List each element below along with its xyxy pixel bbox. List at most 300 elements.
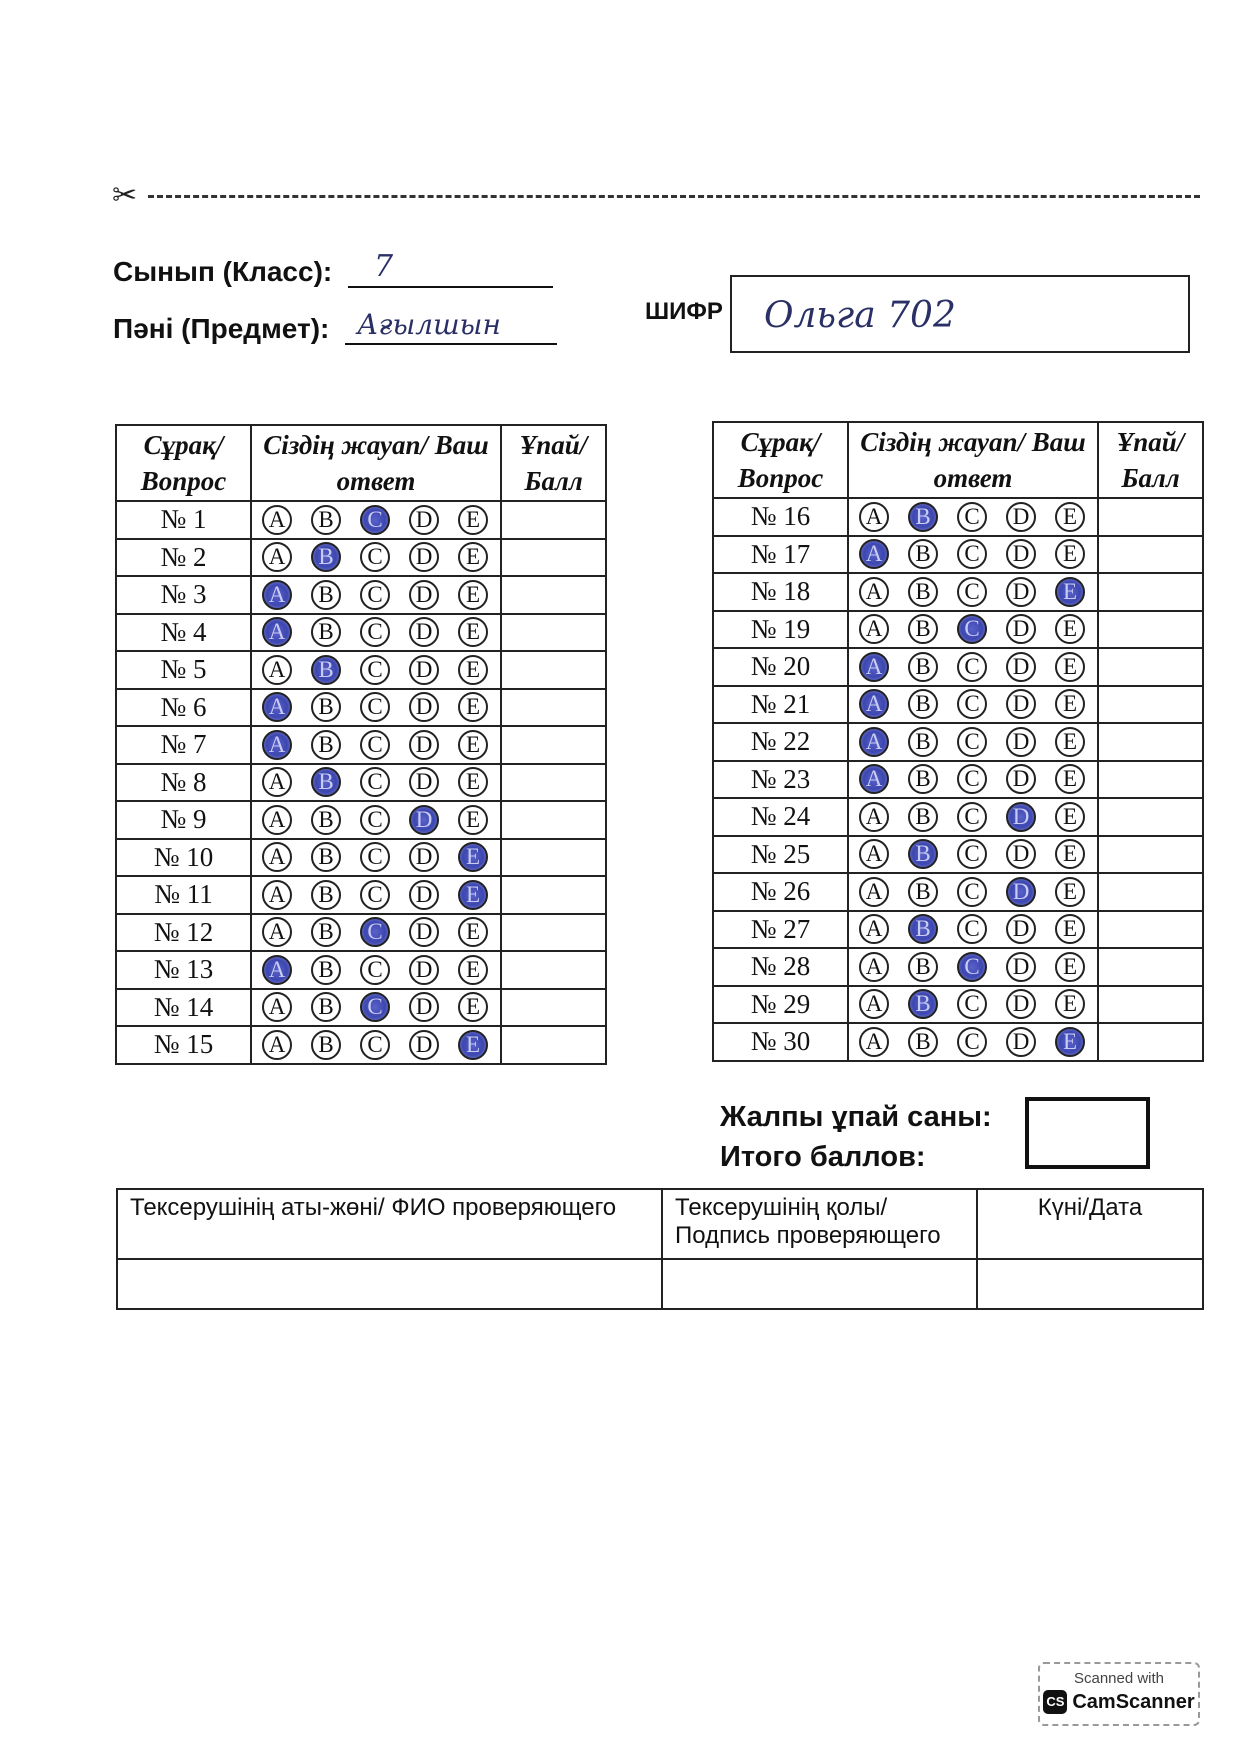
question-number: № 29 — [713, 986, 848, 1024]
answer-bubble-d[interactable]: D — [1006, 877, 1036, 907]
answer-bubble-b[interactable]: B — [908, 614, 938, 644]
answer-bubble-a[interactable]: A — [859, 839, 889, 869]
answer-bubble-a[interactable]: A — [262, 955, 292, 985]
answer-options — [848, 873, 1098, 911]
question-row — [116, 1026, 606, 1064]
question-row — [116, 651, 606, 689]
answer-bubble-a[interactable]: A — [262, 617, 292, 647]
score-cell[interactable] — [501, 689, 606, 727]
answer-bubble-a[interactable]: A — [859, 727, 889, 757]
question-header: Сұрақ/ Вопрос — [116, 425, 251, 501]
answer-bubble-d[interactable]: D — [409, 580, 439, 610]
score-cell[interactable] — [501, 989, 606, 1027]
answer-bubble-a[interactable]: A — [859, 577, 889, 607]
score-cell[interactable] — [501, 801, 606, 839]
answer-options — [848, 498, 1098, 536]
answer-bubble-a[interactable]: A — [262, 542, 292, 572]
answer-options — [251, 876, 501, 914]
answer-table-left — [115, 424, 607, 1065]
question-row — [713, 686, 1203, 724]
answer-options — [251, 801, 501, 839]
answer-bubble-d[interactable]: D — [409, 805, 439, 835]
answer-bubble-d[interactable]: D — [1006, 802, 1036, 832]
answer-bubble-d[interactable]: D — [409, 542, 439, 572]
answer-bubble-d[interactable]: D — [1006, 989, 1036, 1019]
score-cell[interactable] — [1098, 498, 1203, 536]
score-cell[interactable] — [1098, 761, 1203, 799]
question-number: № 26 — [713, 873, 848, 911]
answer-bubble-c[interactable]: C — [957, 689, 987, 719]
score-cell[interactable] — [1098, 836, 1203, 874]
answer-bubble-a[interactable]: A — [859, 877, 889, 907]
answer-bubble-d[interactable]: D — [409, 767, 439, 797]
answer-bubble-a[interactable]: A — [859, 802, 889, 832]
answer-bubble-a[interactable]: A — [859, 952, 889, 982]
answer-bubble-c[interactable]: C — [360, 767, 390, 797]
total-score-label — [720, 1097, 992, 1177]
answer-bubble-b[interactable]: B — [908, 952, 938, 982]
answer-bubble-d[interactable]: D — [1006, 1027, 1036, 1057]
reviewer-name-cell[interactable] — [117, 1259, 662, 1309]
answer-bubble-b[interactable]: B — [908, 877, 938, 907]
answer-options — [848, 648, 1098, 686]
answer-bubble-e[interactable]: E — [1055, 539, 1085, 569]
answer-bubble-b[interactable]: B — [908, 577, 938, 607]
total-label-ru: Итого баллов: — [720, 1141, 926, 1173]
answer-bubble-c[interactable]: C — [957, 989, 987, 1019]
answer-bubble-e[interactable]: E — [1055, 1027, 1085, 1057]
answer-bubble-b[interactable]: B — [311, 880, 341, 910]
answer-bubble-b[interactable]: B — [908, 764, 938, 794]
answer-bubble-e[interactable]: E — [1055, 952, 1085, 982]
question-row — [713, 911, 1203, 949]
answer-options — [848, 836, 1098, 874]
score-cell[interactable] — [501, 764, 606, 802]
answer-bubble-d[interactable]: D — [1006, 502, 1036, 532]
answer-options — [251, 764, 501, 802]
question-row — [713, 573, 1203, 611]
answer-bubble-c[interactable]: C — [360, 542, 390, 572]
question-number: № 23 — [713, 761, 848, 799]
answer-bubble-e[interactable]: E — [458, 542, 488, 572]
answer-bubble-e[interactable]: E — [458, 1030, 488, 1060]
score-cell[interactable] — [501, 726, 606, 764]
question-row — [116, 689, 606, 727]
score-cell[interactable] — [501, 839, 606, 877]
answer-bubble-c[interactable]: C — [957, 727, 987, 757]
answer-bubble-e[interactable]: E — [458, 730, 488, 760]
question-number: № 11 — [116, 876, 251, 914]
answer-bubble-b[interactable]: B — [311, 692, 341, 722]
answer-bubble-a[interactable]: A — [859, 502, 889, 532]
answer-bubble-b[interactable]: B — [908, 802, 938, 832]
answer-bubble-a[interactable]: A — [859, 989, 889, 1019]
date-header: Күні/Дата — [977, 1189, 1203, 1259]
score-cell[interactable] — [501, 576, 606, 614]
question-row — [116, 951, 606, 989]
answer-bubble-d[interactable]: D — [409, 692, 439, 722]
answer-bubble-d[interactable]: D — [409, 955, 439, 985]
question-row — [116, 501, 606, 539]
answer-bubble-b[interactable]: B — [311, 542, 341, 572]
question-number: № 17 — [713, 536, 848, 574]
question-row — [713, 986, 1203, 1024]
score-cell[interactable] — [501, 539, 606, 577]
answer-bubble-b[interactable]: B — [908, 839, 938, 869]
question-row — [713, 611, 1203, 649]
question-number: № 18 — [713, 573, 848, 611]
question-number: № 21 — [713, 686, 848, 724]
answer-header: Сіздің жауап/ Ваш ответ — [251, 425, 501, 501]
answer-options — [848, 911, 1098, 949]
answer-bubble-d[interactable]: D — [1006, 727, 1036, 757]
answer-bubble-b[interactable]: B — [908, 727, 938, 757]
score-cell[interactable] — [1098, 1023, 1203, 1061]
question-number: № 3 — [116, 576, 251, 614]
question-number: № 9 — [116, 801, 251, 839]
question-row — [713, 723, 1203, 761]
answer-bubble-e[interactable]: E — [458, 842, 488, 872]
answer-bubble-a[interactable]: A — [262, 655, 292, 685]
question-row — [713, 948, 1203, 986]
answer-bubble-c[interactable]: C — [957, 914, 987, 944]
answer-bubble-a[interactable]: A — [859, 689, 889, 719]
answer-bubble-b[interactable]: B — [908, 989, 938, 1019]
answer-options — [848, 536, 1098, 574]
question-number: № 4 — [116, 614, 251, 652]
question-number: № 6 — [116, 689, 251, 727]
answer-bubble-c[interactable]: C — [957, 577, 987, 607]
cipher-value: Ольга 702 — [764, 295, 956, 336]
answer-bubble-b[interactable]: B — [908, 1027, 938, 1057]
answer-bubble-b[interactable]: B — [311, 505, 341, 535]
answer-bubble-a[interactable]: A — [859, 914, 889, 944]
answer-bubble-e[interactable]: E — [458, 767, 488, 797]
answer-bubble-c[interactable]: C — [360, 805, 390, 835]
camscanner-name: CamScanner — [1072, 1690, 1195, 1713]
answer-bubble-c[interactable]: C — [360, 655, 390, 685]
date-cell[interactable] — [977, 1259, 1203, 1309]
score-cell[interactable] — [501, 914, 606, 952]
answer-bubble-e[interactable]: E — [1055, 764, 1085, 794]
class-row — [113, 249, 553, 288]
question-row — [713, 648, 1203, 686]
answer-options — [251, 839, 501, 877]
answer-options — [251, 651, 501, 689]
question-number: № 20 — [713, 648, 848, 686]
answer-bubble-b[interactable]: B — [311, 917, 341, 947]
answer-bubble-d[interactable]: D — [409, 1030, 439, 1060]
answer-bubble-e[interactable]: E — [458, 955, 488, 985]
class-field[interactable] — [348, 249, 553, 288]
score-cell[interactable] — [1098, 686, 1203, 724]
question-row — [116, 726, 606, 764]
total-label-kz: Жалпы ұпай саны: — [720, 1101, 992, 1133]
scissors-icon: ✂ — [112, 179, 138, 212]
camscanner-watermark — [1038, 1662, 1200, 1726]
score-cell[interactable] — [1098, 573, 1203, 611]
answer-bubble-b[interactable]: B — [908, 652, 938, 682]
answer-bubble-a[interactable]: A — [859, 764, 889, 794]
answer-bubble-c[interactable]: C — [360, 842, 390, 872]
answer-bubble-b[interactable]: B — [908, 914, 938, 944]
answer-options — [251, 539, 501, 577]
answer-bubble-b[interactable]: B — [311, 955, 341, 985]
answer-bubble-c[interactable]: C — [360, 617, 390, 647]
answer-options — [251, 951, 501, 989]
answer-bubble-d[interactable]: D — [1006, 577, 1036, 607]
question-number: № 22 — [713, 723, 848, 761]
question-number: № 7 — [116, 726, 251, 764]
question-row — [116, 801, 606, 839]
answer-bubble-d[interactable]: D — [409, 655, 439, 685]
answer-bubble-b[interactable]: B — [311, 842, 341, 872]
answer-bubble-c[interactable]: C — [957, 952, 987, 982]
answer-bubble-d[interactable]: D — [1006, 614, 1036, 644]
question-number: № 28 — [713, 948, 848, 986]
reviewer-signature-cell[interactable] — [662, 1259, 977, 1309]
answer-bubble-d[interactable]: D — [409, 917, 439, 947]
answer-options — [251, 576, 501, 614]
answer-bubble-d[interactable]: D — [1006, 539, 1036, 569]
question-row — [116, 876, 606, 914]
answer-bubble-b[interactable]: B — [311, 730, 341, 760]
question-row — [713, 1023, 1203, 1061]
question-number: № 1 — [116, 501, 251, 539]
score-cell[interactable] — [1098, 648, 1203, 686]
answer-table-right — [712, 421, 1204, 1062]
cipher-field[interactable] — [730, 275, 1190, 353]
question-row — [713, 536, 1203, 574]
question-number: № 14 — [116, 989, 251, 1027]
score-cell[interactable] — [1098, 536, 1203, 574]
question-number: № 30 — [713, 1023, 848, 1061]
question-row — [713, 873, 1203, 911]
answer-bubble-e[interactable]: E — [1055, 877, 1085, 907]
question-row — [116, 839, 606, 877]
score-cell[interactable] — [1098, 873, 1203, 911]
answer-bubble-a[interactable]: A — [262, 917, 292, 947]
answer-bubble-a[interactable]: A — [859, 614, 889, 644]
answer-bubble-d[interactable]: D — [409, 992, 439, 1022]
answer-bubble-c[interactable]: C — [957, 539, 987, 569]
answer-bubble-e[interactable]: E — [458, 692, 488, 722]
question-number: № 12 — [116, 914, 251, 952]
answer-bubble-a[interactable]: A — [262, 580, 292, 610]
question-number: № 13 — [116, 951, 251, 989]
answer-options — [848, 761, 1098, 799]
answer-bubble-c[interactable]: C — [360, 692, 390, 722]
question-number: № 2 — [116, 539, 251, 577]
answer-bubble-d[interactable]: D — [409, 730, 439, 760]
answer-bubble-c[interactable]: C — [957, 802, 987, 832]
question-number: № 25 — [713, 836, 848, 874]
answer-bubble-e[interactable]: E — [458, 805, 488, 835]
answer-bubble-d[interactable]: D — [1006, 689, 1036, 719]
answer-bubble-d[interactable]: D — [409, 617, 439, 647]
answer-bubble-c[interactable]: C — [957, 502, 987, 532]
answer-options — [251, 501, 501, 539]
class-label: Сынып (Класс): — [113, 256, 333, 287]
question-row — [116, 576, 606, 614]
question-number: № 8 — [116, 764, 251, 802]
answer-bubble-a[interactable]: A — [262, 767, 292, 797]
answer-bubble-e[interactable]: E — [1055, 839, 1085, 869]
answer-bubble-e[interactable]: E — [1055, 689, 1085, 719]
question-row — [116, 764, 606, 802]
answer-bubble-b[interactable]: B — [908, 502, 938, 532]
answer-bubble-d[interactable]: D — [1006, 914, 1036, 944]
answer-bubble-c[interactable]: C — [360, 730, 390, 760]
answer-options — [251, 614, 501, 652]
question-row — [713, 798, 1203, 836]
answer-bubble-e[interactable]: E — [1055, 727, 1085, 757]
answer-bubble-e[interactable]: E — [1055, 577, 1085, 607]
answer-bubble-a[interactable]: A — [262, 730, 292, 760]
answer-bubble-c[interactable]: C — [360, 880, 390, 910]
score-cell[interactable] — [501, 651, 606, 689]
reviewer-signature-header: Тексерушінің қолы/ Подпись проверяющего — [662, 1189, 977, 1259]
question-row — [713, 836, 1203, 874]
answer-options — [848, 686, 1098, 724]
answer-bubble-e[interactable]: E — [458, 880, 488, 910]
subject-field[interactable] — [345, 308, 557, 345]
score-cell[interactable] — [501, 614, 606, 652]
answer-options — [251, 726, 501, 764]
answer-bubble-c[interactable]: C — [360, 992, 390, 1022]
answer-bubble-c[interactable]: C — [957, 839, 987, 869]
question-row — [116, 914, 606, 952]
answer-bubble-d[interactable]: D — [1006, 952, 1036, 982]
question-number: № 5 — [116, 651, 251, 689]
answer-bubble-e[interactable]: E — [1055, 914, 1085, 944]
answer-bubble-e[interactable]: E — [1055, 502, 1085, 532]
score-header: Ұпай/ Балл — [501, 425, 606, 501]
answer-bubble-b[interactable]: B — [311, 805, 341, 835]
answer-bubble-d[interactable]: D — [409, 880, 439, 910]
answer-bubble-e[interactable]: E — [458, 505, 488, 535]
score-header: Ұпай/ Балл — [1098, 422, 1203, 498]
answer-options — [848, 798, 1098, 836]
answer-bubble-b[interactable]: B — [908, 539, 938, 569]
scanned-with-text: Scanned with — [1073, 1670, 1165, 1687]
answer-bubble-a[interactable]: A — [262, 692, 292, 722]
answer-options — [848, 573, 1098, 611]
answer-bubble-c[interactable]: C — [360, 1030, 390, 1060]
answer-bubble-d[interactable]: D — [1006, 839, 1036, 869]
answer-bubble-d[interactable]: D — [1006, 764, 1036, 794]
reviewer-name-header: Тексерушінің аты-жөні/ ФИО проверяющего — [117, 1189, 662, 1259]
answer-bubble-c[interactable]: C — [957, 764, 987, 794]
score-cell[interactable] — [1098, 723, 1203, 761]
question-number: № 10 — [116, 839, 251, 877]
score-cell[interactable] — [1098, 986, 1203, 1024]
question-number: № 16 — [713, 498, 848, 536]
score-cell[interactable] — [501, 951, 606, 989]
answer-bubble-b[interactable]: B — [311, 617, 341, 647]
camscanner-logo-icon: CS — [1043, 1690, 1067, 1714]
score-cell[interactable] — [1098, 948, 1203, 986]
answer-options — [848, 1023, 1098, 1061]
answer-bubble-c[interactable]: C — [360, 955, 390, 985]
answer-bubble-e[interactable]: E — [458, 617, 488, 647]
answer-bubble-c[interactable]: C — [957, 877, 987, 907]
score-cell[interactable] — [1098, 911, 1203, 949]
answer-bubble-e[interactable]: E — [1055, 989, 1085, 1019]
answer-bubble-e[interactable]: E — [458, 917, 488, 947]
answer-bubble-a[interactable]: A — [859, 1027, 889, 1057]
answer-bubble-c[interactable]: C — [957, 1027, 987, 1057]
answer-options — [848, 723, 1098, 761]
answer-bubble-a[interactable]: A — [262, 805, 292, 835]
answer-options — [848, 948, 1098, 986]
answer-header: Сіздің жауап/ Ваш ответ — [848, 422, 1098, 498]
question-row — [116, 614, 606, 652]
answer-bubble-d[interactable]: D — [409, 505, 439, 535]
answer-bubble-d[interactable]: D — [1006, 652, 1036, 682]
answer-bubble-e[interactable]: E — [1055, 802, 1085, 832]
answer-bubble-c[interactable]: C — [360, 580, 390, 610]
answer-bubble-a[interactable]: A — [262, 505, 292, 535]
answer-bubble-c[interactable]: C — [360, 505, 390, 535]
answer-bubble-e[interactable]: E — [458, 580, 488, 610]
score-cell[interactable] — [1098, 798, 1203, 836]
answer-bubble-b[interactable]: B — [311, 580, 341, 610]
answer-bubble-c[interactable]: C — [360, 917, 390, 947]
answer-bubble-d[interactable]: D — [409, 842, 439, 872]
cut-line — [112, 179, 1200, 212]
question-number: № 19 — [713, 611, 848, 649]
answer-bubble-a[interactable]: A — [262, 1030, 292, 1060]
total-score-field[interactable] — [1025, 1097, 1150, 1169]
score-cell[interactable] — [1098, 611, 1203, 649]
answer-options — [251, 914, 501, 952]
score-cell[interactable] — [501, 1026, 606, 1064]
answer-bubble-a[interactable]: A — [262, 992, 292, 1022]
answer-bubble-e[interactable]: E — [458, 992, 488, 1022]
answer-options — [251, 689, 501, 727]
answer-bubble-b[interactable]: B — [311, 655, 341, 685]
answer-bubble-b[interactable]: B — [908, 689, 938, 719]
cipher-label: ШИФР — [645, 298, 723, 325]
answer-bubble-e[interactable]: E — [1055, 614, 1085, 644]
reviewer-table — [116, 1188, 1204, 1310]
score-cell[interactable] — [501, 501, 606, 539]
answer-bubble-b[interactable]: B — [311, 1030, 341, 1060]
question-number: № 24 — [713, 798, 848, 836]
answer-bubble-b[interactable]: B — [311, 767, 341, 797]
class-value: 7 — [374, 249, 394, 284]
answer-bubble-e[interactable]: E — [458, 655, 488, 685]
answer-bubble-a[interactable]: A — [859, 652, 889, 682]
answer-options — [848, 986, 1098, 1024]
answer-bubble-c[interactable]: C — [957, 652, 987, 682]
subject-value: Ағылшын — [357, 308, 501, 341]
question-row — [116, 989, 606, 1027]
score-cell[interactable] — [501, 876, 606, 914]
answer-bubble-c[interactable]: C — [957, 614, 987, 644]
question-row — [116, 539, 606, 577]
answer-bubble-a[interactable]: A — [262, 880, 292, 910]
answer-bubble-a[interactable]: A — [262, 842, 292, 872]
question-number: № 15 — [116, 1026, 251, 1064]
subject-row — [113, 308, 557, 345]
answer-bubble-a[interactable]: A — [859, 539, 889, 569]
question-number: № 27 — [713, 911, 848, 949]
answer-options — [251, 989, 501, 1027]
answer-bubble-b[interactable]: B — [311, 992, 341, 1022]
answer-bubble-e[interactable]: E — [1055, 652, 1085, 682]
